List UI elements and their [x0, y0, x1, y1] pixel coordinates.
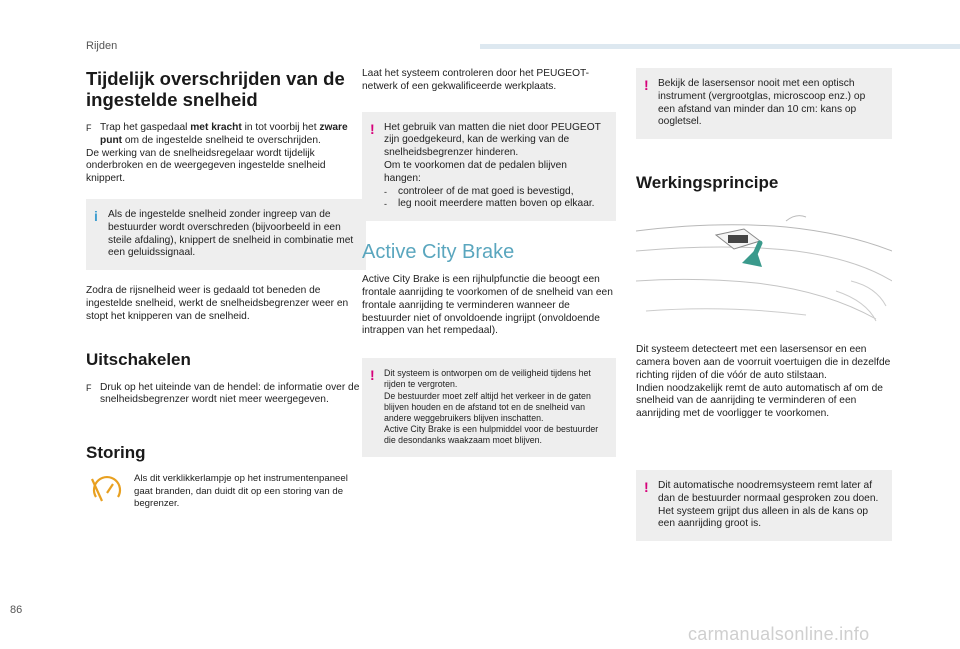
windscreen-laser-sensor-illustration: [636, 211, 892, 336]
warning-icon: !: [644, 77, 649, 93]
warning-icon: !: [370, 367, 375, 384]
para-werking-2: Indien noodzakelijk remt de auto automatisch af om de snelheid van de aanrijding te verminderen of een aanrijding met de voorligger te voorkomen.: [636, 382, 883, 420]
bullet-icon: F: [86, 123, 92, 133]
list-item: - leg nooit meerdere matten boven op elkaar.: [384, 198, 595, 210]
title-uitschakelen: Uitschakelen: [86, 349, 191, 369]
title-werkingsprincipe: Werkingsprincipe: [636, 173, 779, 193]
warning-noodrem: ! Dit automatische noodremsysteem remt later af dan de bestuurder normaal gesproken zou doen. Het systeem grijpt dus alleen in als de kans op een aanrijding groot is.: [636, 470, 892, 541]
bullet-gaspedaal: F Trap het gaspedaal met kracht in tot voorbij het zware punt om de ingestelde snelheid te overschrijden.: [86, 122, 348, 146]
column-left: [86, 68, 366, 511]
warning-laser: ! Bekijk de lasersensor nooit met een optisch instrument (vergrootglas, microscoop enz.) op een afstand van minder dan 10 cm: kans op oogletsel.: [636, 68, 892, 139]
para-werking-1: Dit systeem detecteert met een lasersensor en een camera boven aan de voorruit voertuigen die in dezelfde richting rijden of die vóór de auto stilstaan.: [636, 344, 891, 381]
storing-row: [86, 473, 366, 511]
column-middle: [362, 68, 616, 457]
column-right: [636, 68, 892, 541]
speed-limiter-fault-icon: [86, 473, 134, 508]
list-item: - controleer of de mat goed is bevestigd,: [384, 185, 574, 197]
para-intro: Laat het systeem controleren door het PEUGEOT-netwerk of een gekwalificeerde werkplaats.: [362, 68, 590, 92]
para-werking: De werking van de snelheidsregelaar wordt tijdelijk onderbroken en de weergegeven ingestelde snelheid knippert.: [86, 147, 326, 185]
bullet-icon: F: [86, 382, 92, 393]
bullet-uitschakelen: F Druk op het uiteinde van de hendel: de informatie over de snelheidsbegrenzer wordt niet meer weergegeven.: [86, 381, 360, 406]
para-acb: Active City Brake is een rijhulpfunctie die beoogt een frontale aanrijding te voorkomen of de snelheid van een frontale aanrijding te verminderen wanneer de bestuurder niet of onvoldoende ingrijpt (onvoldoende intrappen van het rempedaal).: [362, 274, 613, 337]
storing-text: Als dit verklikkerlampje op het instrumentenpaneel gaat branden, dan duidt dit op een storing van de begrenzer.: [134, 473, 348, 510]
warning-icon: !: [370, 120, 375, 137]
para-rijsnelheid: Zodra de rijsnelheid weer is gedaald tot beneden de ingestelde snelheid, werkt de snelheidsbegrenzer weer en stopt het knipperen van de snelheid.: [86, 285, 349, 322]
title-storing: Storing: [86, 443, 146, 463]
section-header: Rijden: [86, 40, 118, 52]
info-icon: i: [94, 207, 98, 224]
title-tijdelijk: Tijdelijk overschrijden van de ingestelde snelheid: [86, 68, 345, 110]
watermark: carmanualsonline.info: [688, 624, 870, 644]
info-note: i Als de ingestelde snelheid zonder ingreep van de bestuurder wordt overschreden (bijvoorbeeld in een steile afdaling), knippert de snelheid in combinatie met een geluidssignaal.: [86, 199, 366, 270]
header-bar: [480, 44, 960, 49]
page-number: 86: [10, 604, 23, 616]
warning-veiligheid: ! Dit systeem is ontworpen om de veiligheid tijdens het rijden te vergroten. De bestuurder moet zelf altijd het verkeer in de gaten blijven houden en de afstand tot en de snelheid van andere weggebruikers blijven inschatten. Active City Brake is een hulpmiddel voor de bestuurder die desondanks waakzaam moet blijven.: [362, 358, 616, 456]
title-active-city-brake: Active City Brake: [362, 241, 515, 264]
warning-matten: ! Het gebruik van matten die niet door PEUGEOT zijn goedgekeurd, kan de werking van de snelheidsbegrenzer hinderen. Om te voorkomen dat de pedalen blijven hangen: - controleer of de mat goed is bevestigd, - leg nooit meerdere matten boven op elkaar.: [362, 112, 616, 222]
warning-icon: !: [644, 478, 649, 495]
